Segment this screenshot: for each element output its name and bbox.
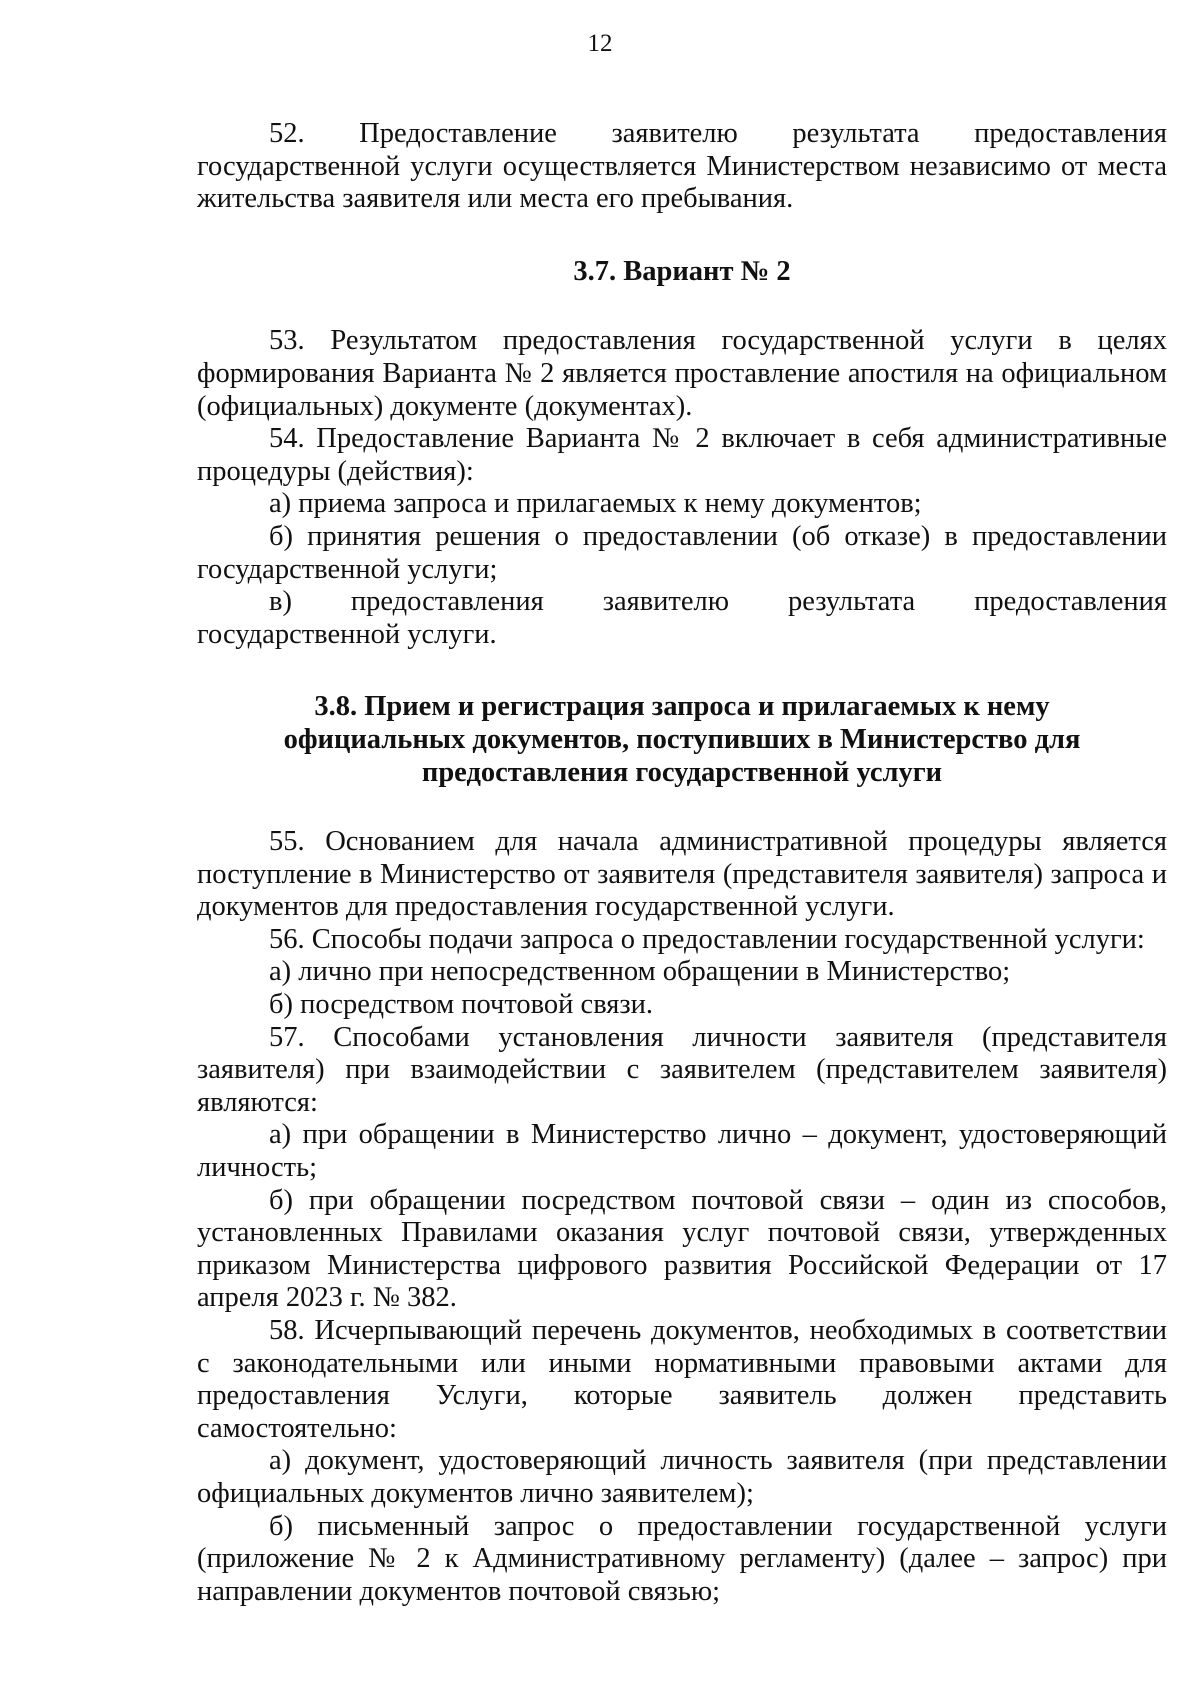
paragraph-58-a: а) документ, удостоверяющий личность заявителя (при представлении официальных документов лично заявителем); <box>197 1445 1167 1509</box>
paragraph-58: 58. Исчерпывающий перечень документов, необходимых в соответствии с законодательными или иными нормативными правовыми актами для предоставления Услуги, которые заявитель должен представить самостоятельно: <box>197 1315 1167 1444</box>
paragraph-54-v: в) предоставления заявителю результата предоставления государственной услуги. <box>197 586 1167 650</box>
section-heading-3-8 <box>197 691 1167 789</box>
section-3-7-body <box>197 325 1167 651</box>
paragraph-52: 52. Предоставление заявителю результата предоставления государственной услуги осуществляется Министерством независимо от места жительства заявителя или места его пребывания. <box>197 118 1167 215</box>
paragraph-57: 57. Способами установления личности заявителя (представителя заявителя) при взаимодействии с заявителем (представителем заявителя) являются: <box>197 1021 1167 1118</box>
section-3-8-body <box>197 826 1167 1608</box>
paragraph-53: 53. Результатом предоставления государственной услуги в целях формирования Варианта № 2 является проставление апостиля на официальном (официальных) документе (документах). <box>197 325 1167 422</box>
paragraph-54-b: б) принятия решения о предоставлении (об отказе) в предоставлении государственной услуги; <box>197 520 1167 585</box>
paragraph-55: 55. Основанием для начала административной процедуры является поступление в Министерство от заявителя (представителя заявителя) запроса и документов для предоставления государственной услуги. <box>197 826 1167 923</box>
section-heading-3-8-line-2: официальных документов, поступивших в Министерство для <box>283 723 1081 755</box>
section-heading-3-8-line-3: предоставления государственной услуги <box>421 756 943 788</box>
paragraph-58-b: б) письменный запрос о предоставлении государственной услуги (приложение № 2 к Административному регламенту) (далее – запрос) при направлении документов почтовой связью; <box>197 1510 1167 1607</box>
paragraph-57-b: б) при обращении посредством почтовой связи – один из способов, установленных Правилами оказания услуг почтовой связи, утвержденных приказом Министерства цифрового развития Российской Федерации от 17 апреля 2023 г. № 382. <box>197 1184 1167 1314</box>
paragraph-56-a: а) лично при непосредственном обращении в Министерство; <box>269 956 1011 988</box>
paragraph-56-b: б) посредством почтовой связи. <box>269 989 654 1021</box>
section-heading-3-8-line-1: 3.8. Прием и регистрация запроса и прилагаемых к нему <box>314 691 1050 723</box>
section-heading-3-7: 3.7. Вариант № 2 <box>573 255 791 287</box>
paragraph-57-a: а) при обращении в Министерство лично – документ, удостоверяющий личность; <box>197 1119 1167 1184</box>
document-body <box>197 118 1167 1608</box>
paragraph-56: 56. Способы подачи запроса о предоставлении государственной услуги: <box>269 923 1145 955</box>
page-number: 12 <box>587 30 613 57</box>
paragraph-54: 54. Предоставление Варианта № 2 включает в себя административные процедуры (действия): <box>197 423 1167 487</box>
paragraph-54-a: а) приема запроса и прилагаемых к нему документов; <box>269 488 922 520</box>
